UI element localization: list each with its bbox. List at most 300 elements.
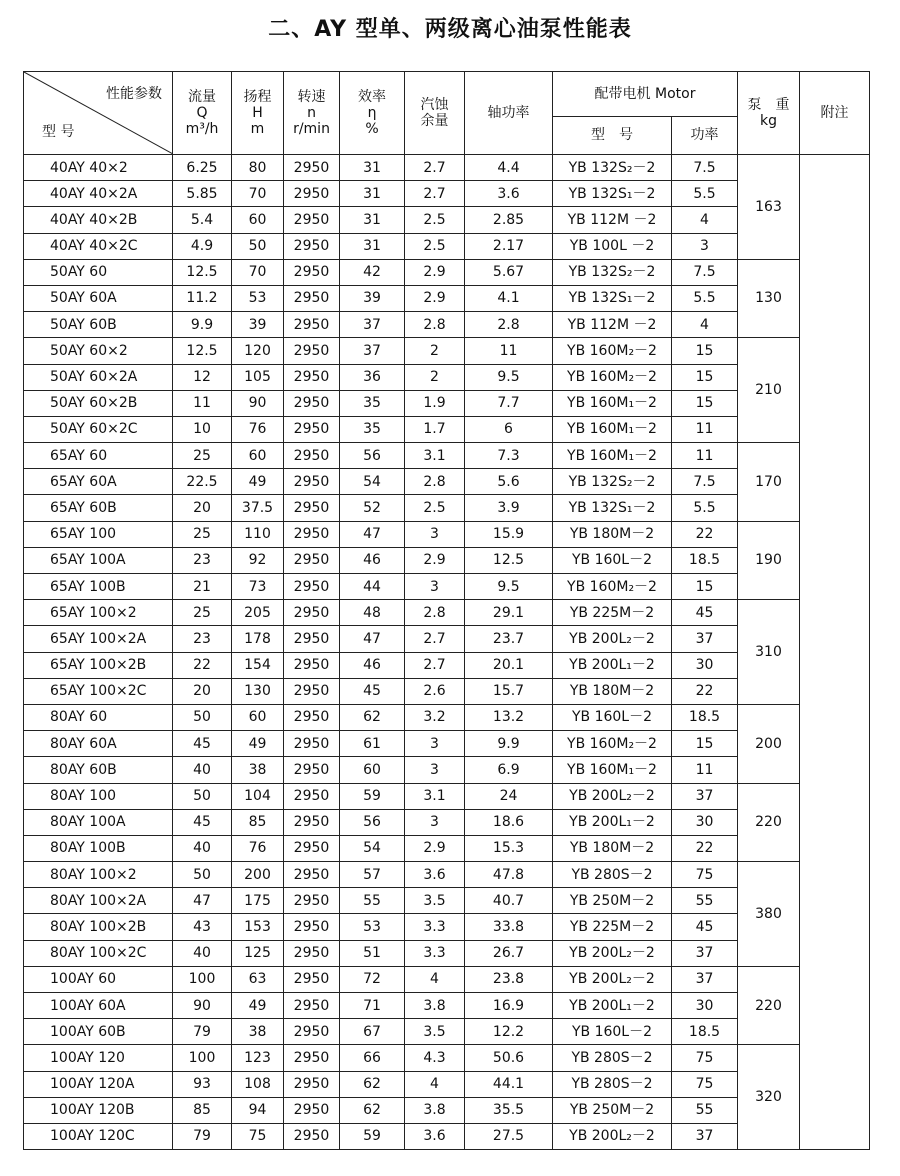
motor-power-cell: 11 (672, 757, 738, 783)
flow-cell: 25 (173, 600, 232, 626)
npsh-cell: 2.7 (405, 181, 465, 207)
speed-cell: 2950 (284, 521, 340, 547)
shaft-power-cell: 40.7 (465, 888, 553, 914)
flow-cell: 40 (173, 940, 232, 966)
flow-cell: 20 (173, 678, 232, 704)
flow-cell: 50 (173, 783, 232, 809)
motor-power-cell: 22 (672, 521, 738, 547)
head-cell: 70 (232, 181, 284, 207)
speed-cell: 2950 (284, 181, 340, 207)
motor-model-cell: YB 200L₂－2 (553, 966, 672, 992)
weight-header: 泵 重 kg (738, 72, 800, 155)
shaft-power-cell: 5.6 (465, 469, 553, 495)
head-cell: 70 (232, 259, 284, 285)
efficiency-cell: 42 (340, 259, 405, 285)
motor-model-cell: YB 160L－2 (553, 1019, 672, 1045)
motor-model-cell: YB 160M₁－2 (553, 443, 672, 469)
flow-cell: 4.9 (173, 233, 232, 259)
shaft-power-cell: 11 (465, 338, 553, 364)
npsh-cell: 2.9 (405, 835, 465, 861)
head-cell: 38 (232, 757, 284, 783)
flow-cell: 85 (173, 1097, 232, 1123)
model-cell: 100AY 120 (24, 1045, 173, 1071)
speed-cell: 2950 (284, 469, 340, 495)
speed-cell: 2950 (284, 940, 340, 966)
table-row (24, 1045, 870, 1071)
flow-cell: 12.5 (173, 259, 232, 285)
motor-power-cell: 30 (672, 652, 738, 678)
npsh-cell: 3.2 (405, 704, 465, 730)
head-cell: 73 (232, 574, 284, 600)
efficiency-cell: 31 (340, 233, 405, 259)
efficiency-cell: 47 (340, 521, 405, 547)
head-cell: 60 (232, 207, 284, 233)
flow-cell: 100 (173, 966, 232, 992)
motor-power-cell: 5.5 (672, 285, 738, 311)
head-cell: 90 (232, 390, 284, 416)
head-cell: 205 (232, 600, 284, 626)
weight-cell: 310 (738, 600, 800, 705)
flow-cell: 25 (173, 443, 232, 469)
performance-table (23, 71, 870, 1150)
head-cell: 175 (232, 888, 284, 914)
shaft-power-cell: 9.5 (465, 364, 553, 390)
shaft-power-cell: 7.3 (465, 443, 553, 469)
speed-cell: 2950 (284, 1071, 340, 1097)
speed-cell: 2950 (284, 259, 340, 285)
table-row (24, 521, 870, 547)
head-cell: 53 (232, 285, 284, 311)
head-cell: 76 (232, 835, 284, 861)
motor-model-cell: YB 200L₁－2 (553, 652, 672, 678)
motor-model-cell: YB 160M₂－2 (553, 364, 672, 390)
shaft-power-cell: 35.5 (465, 1097, 553, 1123)
flow-cell: 79 (173, 1019, 232, 1045)
flow-cell: 22.5 (173, 469, 232, 495)
speed-cell: 2950 (284, 312, 340, 338)
flow-cell: 12.5 (173, 338, 232, 364)
head-cell: 120 (232, 338, 284, 364)
efficiency-cell: 31 (340, 155, 405, 181)
motor-model-cell: YB 180M－2 (553, 678, 672, 704)
npsh-cell: 3.3 (405, 940, 465, 966)
shaft-power-cell: 9.9 (465, 731, 553, 757)
weight-cell: 170 (738, 443, 800, 522)
model-cell: 65AY 60A (24, 469, 173, 495)
shaft-power-cell: 4.1 (465, 285, 553, 311)
head-cell: 104 (232, 783, 284, 809)
head-cell: 154 (232, 652, 284, 678)
speed-cell: 2950 (284, 574, 340, 600)
model-cell: 50AY 60 (24, 259, 173, 285)
shaft-power-cell: 5.67 (465, 259, 553, 285)
speed-cell: 2950 (284, 416, 340, 442)
motor-model-cell: YB 160M₂－2 (553, 574, 672, 600)
motor-model-cell: YB 250M－2 (553, 1097, 672, 1123)
weight-cell: 320 (738, 1045, 800, 1150)
motor-power-cell: 15 (672, 338, 738, 364)
model-cell: 40AY 40×2A (24, 181, 173, 207)
model-cell: 80AY 100×2C (24, 940, 173, 966)
shaft-power-cell: 33.8 (465, 914, 553, 940)
speed-cell: 2950 (284, 888, 340, 914)
head-cell: 200 (232, 862, 284, 888)
head-cell: 39 (232, 312, 284, 338)
npsh-cell: 1.7 (405, 416, 465, 442)
npsh-cell: 2 (405, 364, 465, 390)
shaft-power-cell: 23.7 (465, 626, 553, 652)
npsh-cell: 3 (405, 809, 465, 835)
head-cell: 50 (232, 233, 284, 259)
speed-cell: 2950 (284, 338, 340, 364)
shaft-power-header: 轴功率 (465, 72, 553, 155)
efficiency-cell: 53 (340, 914, 405, 940)
motor-model-cell: YB 225M－2 (553, 914, 672, 940)
model-cell: 80AY 60 (24, 704, 173, 730)
npsh-cell: 3.6 (405, 1123, 465, 1149)
motor-model-cell: YB 250M－2 (553, 888, 672, 914)
motor-power-cell: 30 (672, 809, 738, 835)
motor-model-cell: YB 160M₁－2 (553, 757, 672, 783)
efficiency-cell: 36 (340, 364, 405, 390)
motor-power-cell: 55 (672, 888, 738, 914)
weight-cell: 130 (738, 259, 800, 338)
table-row (24, 600, 870, 626)
shaft-power-cell: 12.2 (465, 1019, 553, 1045)
motor-model-cell: YB 112M －2 (553, 207, 672, 233)
shaft-power-cell: 20.1 (465, 652, 553, 678)
speed-cell: 2950 (284, 600, 340, 626)
efficiency-cell: 51 (340, 940, 405, 966)
speed-cell: 2950 (284, 207, 340, 233)
weight-cell: 190 (738, 521, 800, 600)
efficiency-cell: 46 (340, 547, 405, 573)
npsh-cell: 2.9 (405, 285, 465, 311)
model-cell: 80AY 100×2A (24, 888, 173, 914)
head-cell: 94 (232, 1097, 284, 1123)
flow-cell: 50 (173, 862, 232, 888)
efficiency-cell: 56 (340, 809, 405, 835)
flow-cell: 50 (173, 704, 232, 730)
model-cell: 50AY 60A (24, 285, 173, 311)
flow-cell: 43 (173, 914, 232, 940)
head-cell: 63 (232, 966, 284, 992)
motor-power-cell: 5.5 (672, 181, 738, 207)
efficiency-cell: 37 (340, 312, 405, 338)
efficiency-cell: 39 (340, 285, 405, 311)
shaft-power-cell: 4.4 (465, 155, 553, 181)
motor-model-cell: YB 132S₂－2 (553, 469, 672, 495)
motor-group-header: 配带电机 Motor (553, 72, 738, 117)
shaft-power-cell: 9.5 (465, 574, 553, 600)
table-body (24, 155, 870, 1150)
motor-model-cell: YB 180M－2 (553, 835, 672, 861)
efficiency-cell: 54 (340, 835, 405, 861)
flow-cell: 23 (173, 547, 232, 573)
model-cell: 80AY 60B (24, 757, 173, 783)
model-cell: 65AY 100×2A (24, 626, 173, 652)
efficiency-cell: 72 (340, 966, 405, 992)
efficiency-cell: 62 (340, 1097, 405, 1123)
flow-cell: 22 (173, 652, 232, 678)
motor-power-cell: 7.5 (672, 155, 738, 181)
model-cell: 50AY 60×2B (24, 390, 173, 416)
motor-model-cell: YB 180M－2 (553, 521, 672, 547)
npsh-cell: 2 (405, 338, 465, 364)
model-cell: 100AY 120C (24, 1123, 173, 1149)
table-row (24, 704, 870, 730)
model-cell: 40AY 40×2B (24, 207, 173, 233)
head-cell: 108 (232, 1071, 284, 1097)
speed-cell: 2950 (284, 652, 340, 678)
model-cell: 80AY 100×2 (24, 862, 173, 888)
model-cell: 65AY 100×2 (24, 600, 173, 626)
diagonal-header-cell (24, 72, 173, 155)
npsh-cell: 2.8 (405, 312, 465, 338)
flow-cell: 100 (173, 1045, 232, 1071)
flow-cell: 20 (173, 495, 232, 521)
npsh-cell: 2.5 (405, 207, 465, 233)
flow-cell: 47 (173, 888, 232, 914)
model-cell: 65AY 100×2C (24, 678, 173, 704)
model-cell: 40AY 40×2 (24, 155, 173, 181)
npsh-cell: 2.9 (405, 547, 465, 573)
npsh-cell: 2.6 (405, 678, 465, 704)
model-cell: 65AY 100×2B (24, 652, 173, 678)
npsh-cell: 2.7 (405, 626, 465, 652)
model-cell: 50AY 60×2 (24, 338, 173, 364)
head-cell: 80 (232, 155, 284, 181)
model-cell: 100AY 60A (24, 993, 173, 1019)
speed-cell: 2950 (284, 364, 340, 390)
shaft-power-cell: 24 (465, 783, 553, 809)
motor-power-cell: 30 (672, 993, 738, 1019)
flow-cell: 12 (173, 364, 232, 390)
model-cell: 80AY 100B (24, 835, 173, 861)
npsh-cell: 3.3 (405, 914, 465, 940)
head-cell: 125 (232, 940, 284, 966)
model-cell: 65AY 100 (24, 521, 173, 547)
motor-power-cell: 15 (672, 731, 738, 757)
shaft-power-cell: 15.9 (465, 521, 553, 547)
model-cell: 40AY 40×2C (24, 233, 173, 259)
motor-power-cell: 11 (672, 416, 738, 442)
motor-model-cell: YB 200L₂－2 (553, 1123, 672, 1149)
efficiency-cell: 35 (340, 416, 405, 442)
speed-cell: 2950 (284, 1019, 340, 1045)
motor-power-cell: 37 (672, 783, 738, 809)
shaft-power-cell: 7.7 (465, 390, 553, 416)
npsh-cell: 2.5 (405, 495, 465, 521)
shaft-power-cell: 6.9 (465, 757, 553, 783)
motor-power-cell: 7.5 (672, 259, 738, 285)
motor-model-cell: YB 160M₂－2 (553, 338, 672, 364)
npsh-cell: 2.5 (405, 233, 465, 259)
speed-cell: 2950 (284, 443, 340, 469)
efficiency-cell: 54 (340, 469, 405, 495)
shaft-power-cell: 44.1 (465, 1071, 553, 1097)
speed-cell: 2950 (284, 155, 340, 181)
head-cell: 105 (232, 364, 284, 390)
motor-power-cell: 15 (672, 364, 738, 390)
efficiency-cell: 48 (340, 600, 405, 626)
motor-power-cell: 22 (672, 678, 738, 704)
efficiency-cell: 62 (340, 704, 405, 730)
head-cell: 38 (232, 1019, 284, 1045)
model-cell: 100AY 60B (24, 1019, 173, 1045)
motor-model-cell: YB 280S－2 (553, 1045, 672, 1071)
motor-model-cell: YB 132S₁－2 (553, 495, 672, 521)
model-cell: 100AY 60 (24, 966, 173, 992)
efficiency-cell: 59 (340, 783, 405, 809)
motor-model-cell: YB 132S₁－2 (553, 285, 672, 311)
efficiency-cell: 52 (340, 495, 405, 521)
flow-cell: 21 (173, 574, 232, 600)
head-cell: 60 (232, 704, 284, 730)
shaft-power-cell: 16.9 (465, 993, 553, 1019)
table-row (24, 155, 870, 181)
motor-model-cell: YB 160M₁－2 (553, 390, 672, 416)
flow-cell: 5.85 (173, 181, 232, 207)
motor-power-cell: 18.5 (672, 547, 738, 573)
table-header (24, 72, 870, 155)
motor-power-cell: 37 (672, 940, 738, 966)
motor-power-cell: 15 (672, 390, 738, 416)
motor-model-cell: YB 112M －2 (553, 312, 672, 338)
speed-cell: 2950 (284, 390, 340, 416)
npsh-cell: 4.3 (405, 1045, 465, 1071)
motor-power-cell: 7.5 (672, 469, 738, 495)
motor-model-cell: YB 132S₂－2 (553, 155, 672, 181)
motor-power-cell: 4 (672, 207, 738, 233)
efficiency-cell: 35 (340, 390, 405, 416)
shaft-power-cell: 47.8 (465, 862, 553, 888)
head-cell: 85 (232, 809, 284, 835)
motor-model-header: 型 号 (553, 116, 672, 154)
npsh-cell: 2.9 (405, 259, 465, 285)
motor-power-cell: 75 (672, 1071, 738, 1097)
motor-power-cell: 18.5 (672, 1019, 738, 1045)
speed-cell: 2950 (284, 862, 340, 888)
model-cell: 80AY 60A (24, 731, 173, 757)
weight-cell: 220 (738, 783, 800, 862)
efficiency-cell: 55 (340, 888, 405, 914)
efficiency-cell: 46 (340, 652, 405, 678)
flow-cell: 6.25 (173, 155, 232, 181)
shaft-power-cell: 6 (465, 416, 553, 442)
speed-cell: 2950 (284, 757, 340, 783)
efficiency-cell: 60 (340, 757, 405, 783)
motor-power-cell: 75 (672, 862, 738, 888)
motor-model-cell: YB 200L₁－2 (553, 993, 672, 1019)
speed-cell: 2950 (284, 678, 340, 704)
npsh-cell: 3.6 (405, 862, 465, 888)
flow-header: 流量 Q m³/h (173, 72, 232, 155)
npsh-cell: 3 (405, 574, 465, 600)
speed-cell: 2950 (284, 914, 340, 940)
npsh-cell: 4 (405, 966, 465, 992)
model-cell: 50AY 60×2C (24, 416, 173, 442)
npsh-cell: 3.5 (405, 1019, 465, 1045)
motor-model-cell: YB 160M₂－2 (553, 731, 672, 757)
head-cell: 178 (232, 626, 284, 652)
table-row (24, 259, 870, 285)
motor-model-cell: YB 200L₂－2 (553, 940, 672, 966)
model-cell: 50AY 60×2A (24, 364, 173, 390)
speed-header: 转速 n r/min (284, 72, 340, 155)
npsh-cell: 2.8 (405, 600, 465, 626)
table-row (24, 862, 870, 888)
flow-cell: 9.9 (173, 312, 232, 338)
npsh-cell: 3.8 (405, 1097, 465, 1123)
efficiency-cell: 45 (340, 678, 405, 704)
head-cell: 92 (232, 547, 284, 573)
flow-cell: 90 (173, 993, 232, 1019)
shaft-power-cell: 27.5 (465, 1123, 553, 1149)
motor-power-cell: 5.5 (672, 495, 738, 521)
shaft-power-cell: 29.1 (465, 600, 553, 626)
efficiency-cell: 57 (340, 862, 405, 888)
motor-model-cell: YB 160M₁－2 (553, 416, 672, 442)
head-cell: 110 (232, 521, 284, 547)
model-cell: 80AY 100A (24, 809, 173, 835)
npsh-cell: 2.7 (405, 652, 465, 678)
npsh-cell: 3 (405, 731, 465, 757)
speed-cell: 2950 (284, 1097, 340, 1123)
npsh-cell: 4 (405, 1071, 465, 1097)
motor-power-cell: 45 (672, 600, 738, 626)
efficiency-cell: 44 (340, 574, 405, 600)
model-cell: 65AY 60 (24, 443, 173, 469)
speed-cell: 2950 (284, 233, 340, 259)
model-cell: 50AY 60B (24, 312, 173, 338)
diagonal-line (24, 72, 173, 154)
npsh-cell: 3.1 (405, 443, 465, 469)
page-title: 二、AY 型单、两级离心油泵性能表 (268, 17, 632, 42)
shaft-power-cell: 23.8 (465, 966, 553, 992)
motor-model-cell: YB 200L₂－2 (553, 626, 672, 652)
head-cell: 153 (232, 914, 284, 940)
speed-cell: 2950 (284, 809, 340, 835)
flow-cell: 25 (173, 521, 232, 547)
motor-power-cell: 11 (672, 443, 738, 469)
weight-cell: 380 (738, 862, 800, 967)
model-cell: 65AY 100B (24, 574, 173, 600)
flow-cell: 5.4 (173, 207, 232, 233)
model-cell: 65AY 100A (24, 547, 173, 573)
npsh-cell: 2.7 (405, 155, 465, 181)
npsh-cell: 3 (405, 521, 465, 547)
model-cell: 100AY 120A (24, 1071, 173, 1097)
motor-power-cell: 3 (672, 233, 738, 259)
shaft-power-cell: 18.6 (465, 809, 553, 835)
flow-cell: 10 (173, 416, 232, 442)
motor-model-cell: YB 160L－2 (553, 547, 672, 573)
motor-power-cell: 22 (672, 835, 738, 861)
speed-cell: 2950 (284, 966, 340, 992)
motor-power-cell: 4 (672, 312, 738, 338)
motor-power-cell: 75 (672, 1045, 738, 1071)
npsh-header: 汽蚀 余量 (405, 72, 465, 155)
flow-cell: 79 (173, 1123, 232, 1149)
motor-model-cell: YB 280S－2 (553, 1071, 672, 1097)
motor-power-cell: 37 (672, 966, 738, 992)
flow-cell: 40 (173, 757, 232, 783)
shaft-power-cell: 15.3 (465, 835, 553, 861)
head-cell: 60 (232, 443, 284, 469)
speed-cell: 2950 (284, 704, 340, 730)
param-label: 性能参数 (106, 86, 162, 102)
